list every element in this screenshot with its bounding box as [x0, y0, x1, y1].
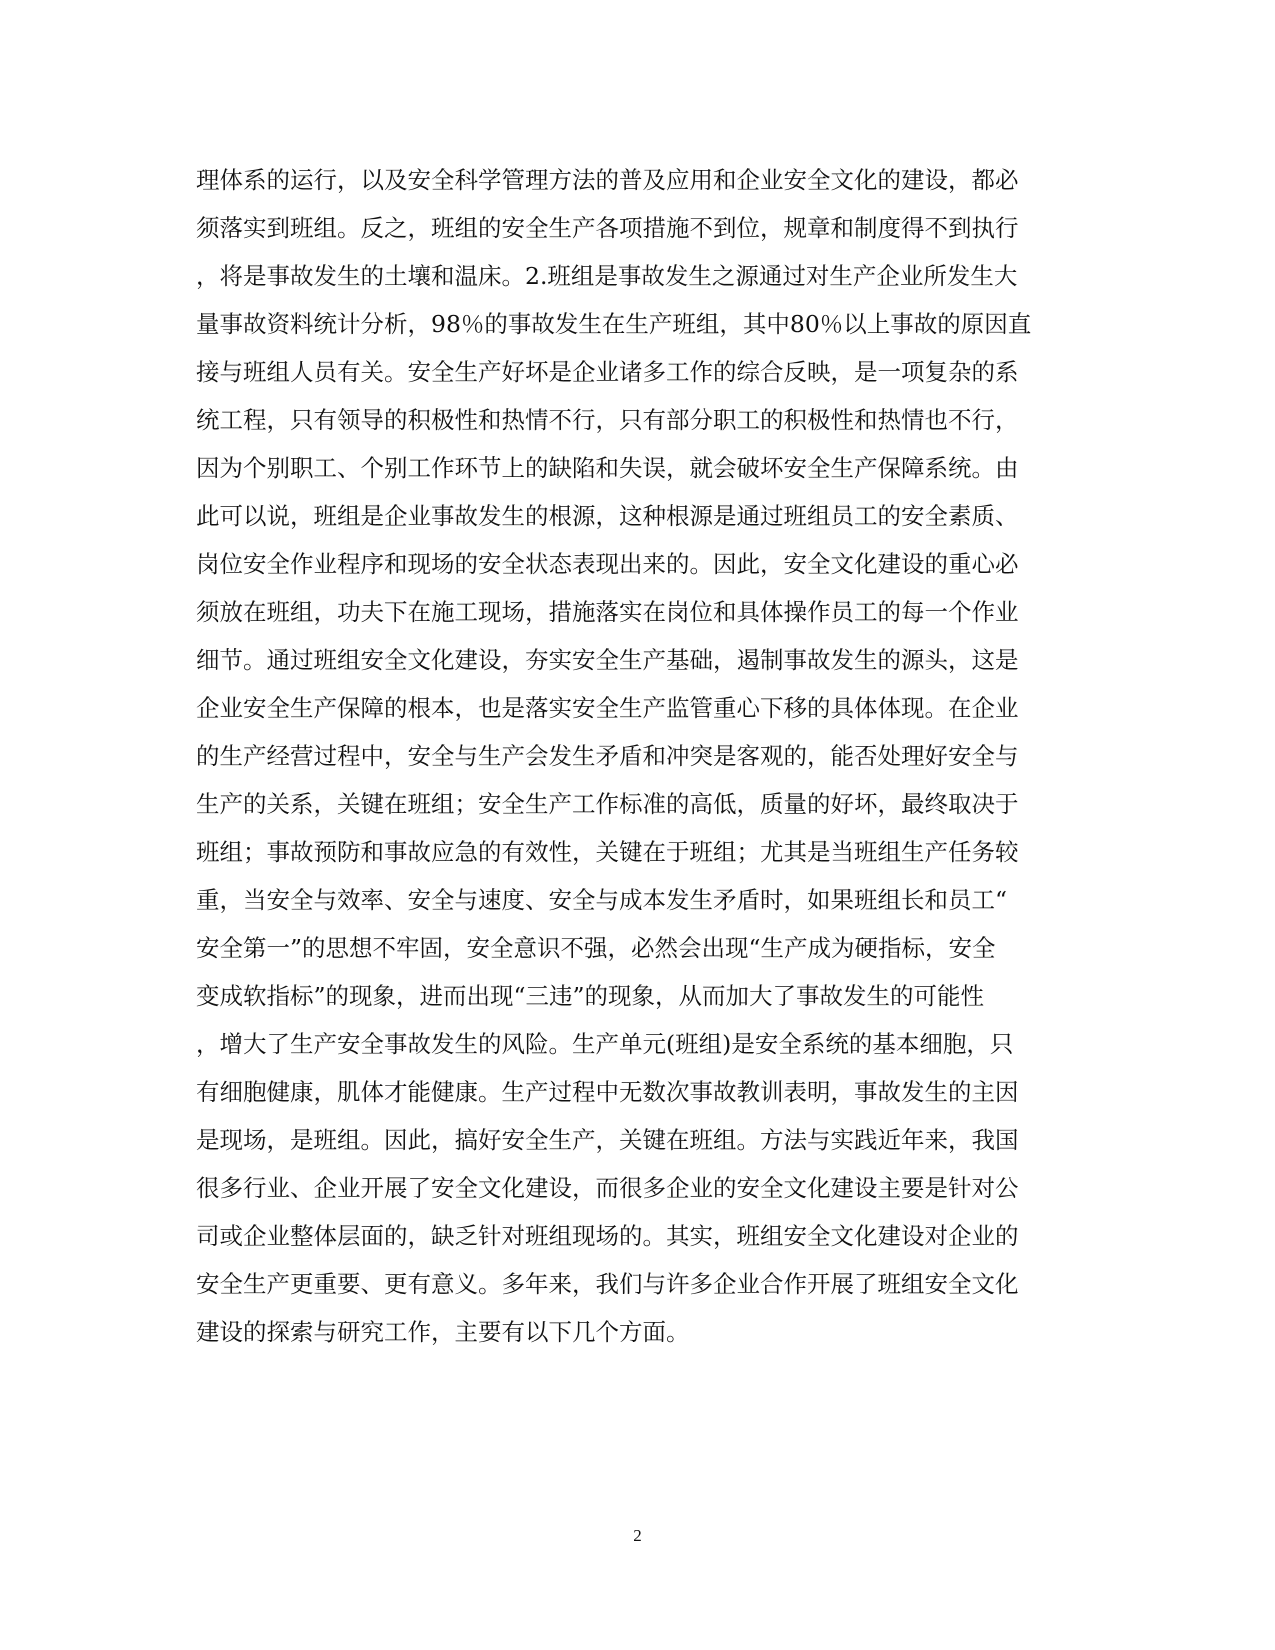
text-line: 很多行业、企业开展了安全文化建设，而很多企业的安全文化建设主要是针对公 [196, 1174, 1019, 1202]
text-line: 安全生产更重要、更有意义。多年来，我们与许多企业合作开展了班组安全文化 [196, 1270, 1019, 1298]
text-line: 是现场，是班组。因此，搞好安全生产，关键在班组。方法与实践近年来，我国 [196, 1126, 1019, 1154]
text-line: 有细胞健康，肌体才能健康。生产过程中无数次事故教训表明，事故发生的主因 [196, 1078, 1019, 1106]
text-line: 建设的探索与研究工作，主要有以下几个方面。 [196, 1318, 690, 1346]
text-line: 须落实到班组。反之，班组的安全生产各项措施不到位，规章和制度得不到执行 [196, 214, 1019, 242]
text-line: 班组；事故预防和事故应急的有效性，关键在于班组；尤其是当班组生产任务较 [196, 838, 1019, 866]
text-line: 因为个别职工、个别工作环节上的缺陷和失误，就会破坏安全生产保障系统。由 [196, 454, 1019, 482]
text-line: ，增大了生产安全事故发生的风险。生产单元(班组)是安全系统的基本细胞，只 [196, 1030, 1014, 1058]
text-line: 须放在班组，功夫下在施工现场，措施落实在岗位和具体操作员工的每一个作业 [196, 598, 1019, 626]
text-line: 生产的关系，关键在班组；安全生产工作标准的高低，质量的好坏，最终取决于 [196, 790, 1019, 818]
text-line: 的生产经营过程中，安全与生产会发生矛盾和冲突是客观的，能否处理好安全与 [196, 742, 1019, 770]
text-line: ，将是事故发生的土壤和温床。2.班组是事故发生之源通过对生产企业所发生大 [196, 262, 1018, 290]
text-line: 重，当安全与效率、安全与速度、安全与成本发生矛盾时，如果班组长和员工“ [196, 886, 1008, 914]
text-line: 岗位安全作业程序和现场的安全状态表现出来的。因此，安全文化建设的重心必 [196, 550, 1019, 578]
text-line: 此可以说，班组是企业事故发生的根源，这种根源是通过班组员工的安全素质、 [196, 502, 1019, 530]
text-line: 量事故资料统计分析，98％的事故发生在生产班组，其中80％以上事故的原因直 [196, 310, 1032, 338]
text-line: 企业安全生产保障的根本，也是落实安全生产监管重心下移的具体体现。在企业 [196, 694, 1019, 722]
text-line: 变成软指标”的现象，进而出现“三违”的现象，从而加大了事故发生的可能性 [196, 982, 985, 1010]
page-number: 2 [633, 1526, 642, 1545]
text-line: 理体系的运行，以及安全科学管理方法的普及应用和企业安全文化的建设，都必 [196, 166, 1019, 194]
body-text [196, 156, 1076, 1356]
text-line: 司或企业整体层面的，缺乏针对班组现场的。其实，班组安全文化建设对企业的 [196, 1222, 1019, 1250]
text-line: 细节。通过班组安全文化建设，夯实安全生产基础，遏制事故发生的源头，这是 [196, 646, 1019, 674]
text-line: 安全第一”的思想不牢固，安全意识不强，必然会出现“生产成为硬指标，安全 [196, 934, 996, 962]
text-line: 统工程，只有领导的积极性和热情不行，只有部分职工的积极性和热情也不行， [196, 406, 1019, 434]
text-line: 接与班组人员有关。安全生产好坏是企业诸多工作的综合反映，是一项复杂的系 [196, 358, 1019, 386]
